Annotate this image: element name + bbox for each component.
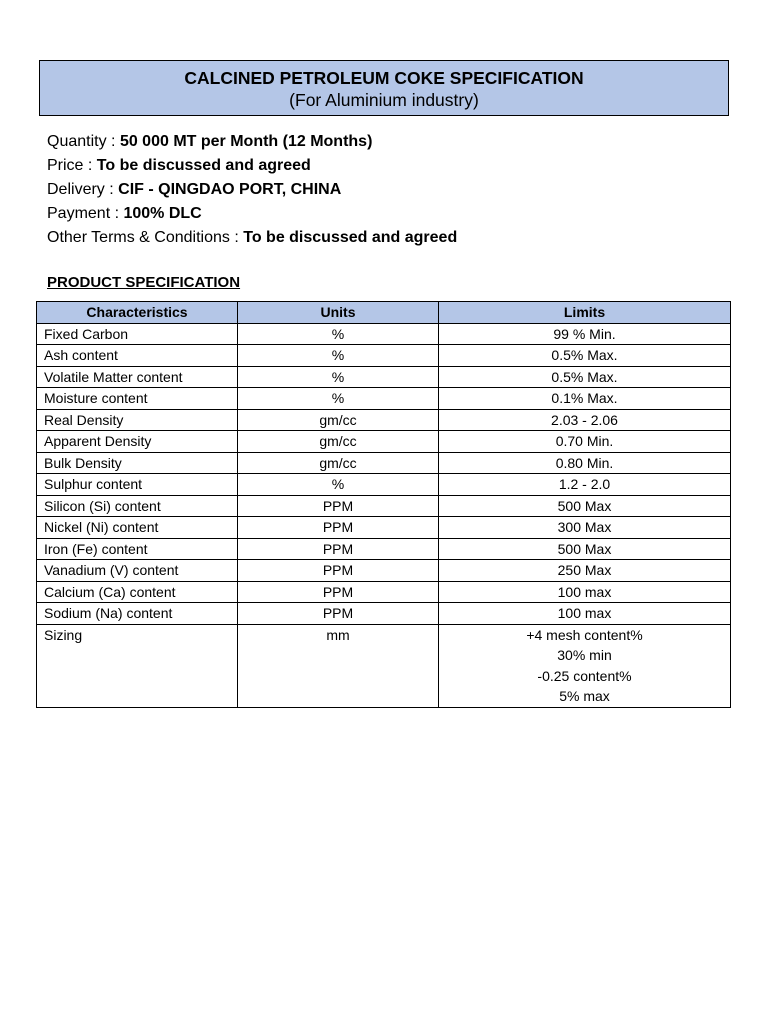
cell-limits: 99 % Min. (439, 323, 731, 345)
table-row (37, 560, 731, 582)
cell-limits: 100 max (439, 603, 731, 625)
cell-characteristic: Fixed Carbon (37, 323, 238, 345)
cell-unit: PPM (238, 581, 439, 603)
table-row (37, 431, 731, 453)
column-header-limits: Limits (439, 302, 731, 324)
cell-limits: 300 Max (439, 517, 731, 539)
table-header-row (37, 302, 731, 324)
cell-unit: % (238, 388, 439, 410)
term-label: Quantity : (47, 133, 116, 150)
table-row (37, 603, 731, 625)
cell-limits: 2.03 - 2.06 (439, 409, 731, 431)
term-other-conditions (47, 226, 457, 250)
term-value: CIF - QINGDAO PORT, CHINA (118, 181, 342, 198)
cell-unit: PPM (238, 517, 439, 539)
table-row (37, 581, 731, 603)
cell-limits: 0.1% Max. (439, 388, 731, 410)
table-row (37, 452, 731, 474)
cell-characteristic: Vanadium (V) content (37, 560, 238, 582)
cell-characteristic: Real Density (37, 409, 238, 431)
term-label: Price : (47, 157, 93, 174)
document-subtitle: (For Aluminium industry) (289, 90, 479, 110)
sizing-limit-line: +4 mesh content% (526, 626, 643, 643)
cell-limits: 0.80 Min. (439, 452, 731, 474)
sizing-limit-line: 5% max (559, 688, 610, 704)
cell-limits: 500 Max (439, 538, 731, 560)
cell-characteristic: Moisture content (37, 388, 238, 410)
table-row (37, 345, 731, 367)
term-value: 100% DLC (123, 205, 202, 222)
cell-unit: gm/cc (238, 431, 439, 453)
term-value: To be discussed and agreed (243, 229, 458, 246)
term-price (47, 154, 457, 178)
cell-characteristic: Sulphur content (37, 474, 238, 496)
term-label: Delivery : (47, 181, 114, 198)
cell-unit: gm/cc (238, 452, 439, 474)
terms-block (47, 130, 457, 250)
term-quantity (47, 130, 457, 154)
cell-unit: % (238, 345, 439, 367)
table-row (37, 409, 731, 431)
cell-unit: mm (238, 624, 439, 707)
cell-unit: % (238, 323, 439, 345)
cell-unit: PPM (238, 560, 439, 582)
table-row (37, 538, 731, 560)
term-value: 50 000 MT per Month (12 Months) (119, 133, 373, 150)
cell-unit: PPM (238, 538, 439, 560)
column-header-characteristics: Characteristics (37, 302, 238, 324)
cell-unit: PPM (238, 495, 439, 517)
cell-characteristic: Volatile Matter content (37, 366, 238, 388)
table-row (37, 366, 731, 388)
cell-limits: 0.70 Min. (439, 431, 731, 453)
table-row (37, 517, 731, 539)
cell-characteristic: Silicon (Si) content (37, 495, 238, 517)
cell-limits: 100 max (439, 581, 731, 603)
cell-characteristic: Iron (Fe) content (37, 538, 238, 560)
table-row (37, 474, 731, 496)
cell-limits: 500 Max (439, 495, 731, 517)
cell-characteristic: Sodium (Na) content (37, 603, 238, 625)
sizing-limit-line: -0.25 content% (537, 667, 632, 684)
cell-characteristic: Bulk Density (37, 452, 238, 474)
cell-unit: % (238, 474, 439, 496)
specification-table (36, 301, 731, 708)
table-row (37, 495, 731, 517)
cell-limits: 0.5% Max. (439, 345, 731, 367)
document-title: CALCINED PETROLEUM COKE SPECIFICATION (184, 68, 584, 88)
section-heading: PRODUCT SPECIFICATION (47, 274, 241, 291)
term-label: Other Terms & Conditions : (47, 229, 239, 246)
cell-characteristic: Apparent Density (37, 431, 238, 453)
cell-characteristic: Calcium (Ca) content (37, 581, 238, 603)
cell-unit: gm/cc (238, 409, 439, 431)
term-payment (47, 202, 457, 226)
cell-characteristic: Nickel (Ni) content (37, 517, 238, 539)
cell-limits: 1.2 - 2.0 (439, 474, 731, 496)
cell-limits (439, 624, 731, 707)
cell-unit: PPM (238, 603, 439, 625)
cell-characteristic: Ash content (37, 345, 238, 367)
cell-limits: 250 Max (439, 560, 731, 582)
cell-limits: 0.5% Max. (439, 366, 731, 388)
cell-characteristic: Sizing (37, 624, 238, 707)
sizing-limit-line: 30% min (557, 647, 612, 663)
table-row (37, 388, 731, 410)
term-delivery (47, 178, 457, 202)
document-title-box (39, 60, 729, 116)
term-label: Payment : (47, 205, 120, 222)
column-header-units: Units (238, 302, 439, 324)
term-value: To be discussed and agreed (96, 157, 311, 174)
cell-unit: % (238, 366, 439, 388)
table-row (37, 323, 731, 345)
table-body (37, 323, 731, 707)
table-row (37, 624, 731, 707)
